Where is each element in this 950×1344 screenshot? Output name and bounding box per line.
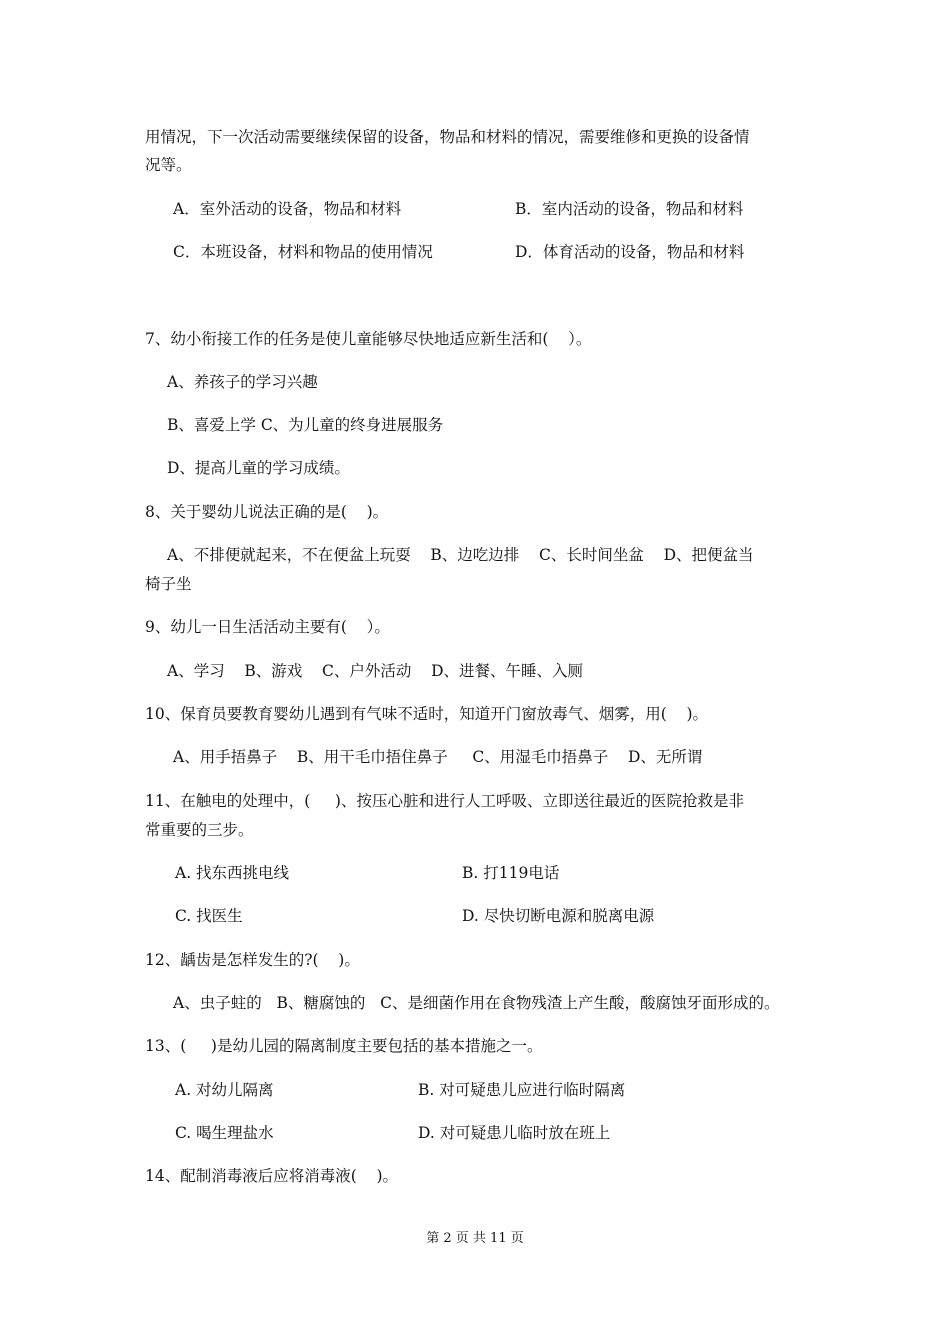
q13-option-c: C. 喝生理盐水 [175,1124,274,1142]
q13-option-a: A. 对幼儿隔离 [175,1081,274,1099]
q13-option-d: D. 对可疑患儿临时放在班上 [418,1124,611,1142]
intro-option-d: D．体育活动的设备，物品和材料 [515,243,745,261]
q11-option-c: C. 找医生 [175,907,243,925]
q11-option-b: B. 打119电话 [462,864,560,882]
q8-stem: 8、关于婴幼儿说法正确的是( )。 [145,503,389,521]
q7-stem: 7、幼小衔接工作的任务是使儿童能够尽快地适应新生活和( ）。 [145,330,592,348]
q13-option-b: B. 对可疑患儿应进行临时隔离 [418,1081,626,1099]
q11-stem-line-1: 11、在触电的处理中，( )、按压心脏和进行人工呼吸、立即送往最近的医院抢救是非 [145,792,744,810]
intro-line-1: 用情况，下一次活动需要继续保留的设备，物品和材料的情况，需要维修和更换的设备情 [145,128,750,146]
q10-options: A、用手捂鼻子 B、用干毛巾捂住鼻子 C、用湿毛巾捂鼻子 D、无所谓 [173,748,703,766]
q9-options: A、学习 B、游戏 C、户外活动 D、进餐、午睡、入厕 [167,662,583,680]
intro-line-2: 况等。 [145,156,192,174]
q8-options-line-1: A、不排便就起来，不在便盆上玩耍 B、边吃边排 C、长时间坐盆 D、把便盆当 [167,546,754,564]
q9-stem: 9、幼儿一日生活活动主要有( ）。 [145,618,390,636]
intro-option-c: C．本班设备，材料和物品的使用情况 [173,243,433,261]
page-footer: 第 2 页 共 11 页 [426,1231,524,1246]
q11-option-d: D. 尽快切断电源和脱离电源 [462,907,655,925]
q11-option-a: A. 找东西挑电线 [175,864,290,882]
q13-stem: 13、( )是幼儿园的隔离制度主要包括的基本措施之一。 [145,1037,543,1055]
q7-option-line-3: D、提高儿童的学习成绩。 [167,459,350,477]
q7-option-line-2: B、喜爱上学 C、为儿童的终身进展服务 [167,416,444,434]
intro-option-a: A．室外活动的设备，物品和材料 [173,200,402,218]
q14-stem: 14、配制消毒液后应将消毒液( )。 [145,1167,399,1185]
q7-option-line-1: A、养孩子的学习兴趣 [167,373,318,391]
intro-option-b: B．室内活动的设备，物品和材料 [515,200,744,218]
q10-stem: 10、保育员要教育婴幼儿遇到有气味不适时，知道开门窗放毒气、烟雾，用( )。 [145,705,709,723]
q12-options: A、虫子蛀的 B、糖腐蚀的 C、是细菌作用在食物残渣上产生酸，酸腐蚀牙面形成的。 [173,994,780,1012]
q12-stem: 12、龋齿是怎样发生的?( )。 [145,951,360,969]
q11-stem-line-2: 常重要的三步。 [145,821,254,839]
q8-options-line-2: 椅子坐 [145,575,192,593]
